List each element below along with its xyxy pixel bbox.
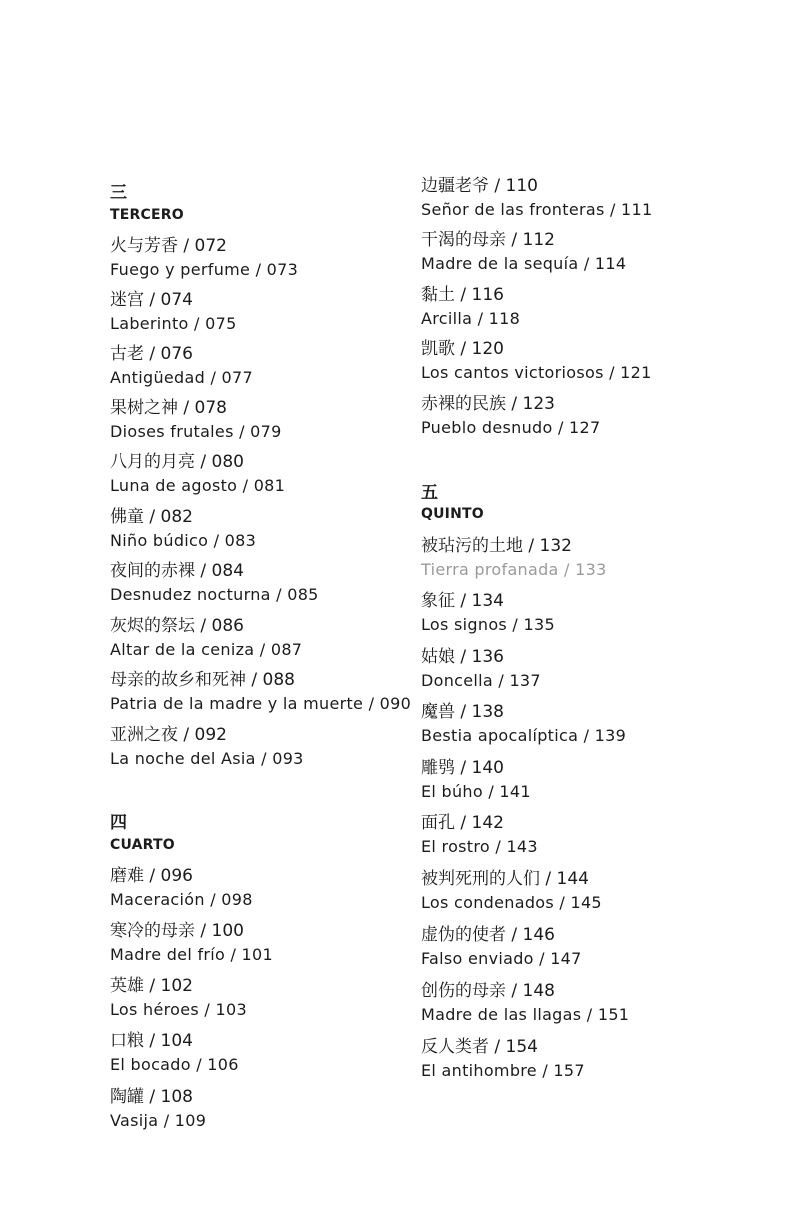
entry-title-spanish: Maceración / 098 — [110, 890, 253, 909]
toc-entry — [421, 1036, 585, 1082]
entry-title-spanish: Niño búdico / 083 — [110, 531, 257, 550]
toc-entry — [421, 646, 541, 692]
entry-title-chinese: 干渴的母亲 / 112 — [421, 230, 555, 250]
entry-title-spanish: La noche del Asia / 093 — [110, 749, 304, 768]
toc-entry — [421, 980, 629, 1026]
toc-entry — [110, 669, 411, 715]
entry-title-chinese: 果树之神 / 078 — [110, 398, 227, 418]
toc-entry — [110, 506, 256, 552]
entry-title-spanish: Los signos / 135 — [421, 615, 555, 634]
entry-title-chinese: 火与芳香 / 072 — [110, 236, 227, 256]
entry-title-spanish: Pueblo desnudo / 127 — [421, 418, 601, 437]
toc-entry — [110, 451, 285, 497]
toc-entry — [110, 1086, 206, 1132]
entry-title-spanish: Señor de las fronteras / 111 — [421, 200, 653, 219]
entry-title-spanish: Luna de agosto / 081 — [110, 476, 286, 495]
toc-entry — [110, 235, 298, 281]
entry-title-chinese: 口粮 / 104 — [110, 1031, 193, 1051]
toc-entry — [421, 284, 520, 330]
entry-title-spanish: Vasija / 109 — [110, 1111, 207, 1130]
entry-title-spanish: Tierra profanada / 133 — [421, 560, 607, 579]
entry-title-spanish: Los cantos victoriosos / 121 — [421, 363, 652, 382]
entry-title-chinese: 凯歌 / 120 — [421, 339, 504, 359]
entry-title-spanish: Desnudez nocturna / 085 — [110, 585, 319, 604]
entry-title-spanish: Antigüedad / 077 — [110, 368, 253, 387]
entry-title-spanish: El búho / 141 — [421, 782, 531, 801]
entry-title-chinese: 佛童 / 082 — [110, 507, 193, 527]
entry-title-chinese: 被玷污的土地 / 132 — [421, 536, 572, 556]
entry-title-chinese: 象征 / 134 — [421, 591, 504, 611]
entry-title-chinese: 赤裸的民族 / 123 — [421, 394, 555, 414]
section-title-quinto: QUINTO — [421, 506, 484, 522]
toc-entry — [110, 724, 304, 770]
entry-title-chinese: 英雄 / 102 — [110, 976, 193, 996]
entry-title-chinese: 被判死刑的人们 / 144 — [421, 869, 589, 889]
entry-title-spanish: Madre de las llagas / 151 — [421, 1005, 630, 1024]
toc-entry — [421, 535, 607, 581]
entry-title-spanish: Bestia apocalíptica / 139 — [421, 726, 627, 745]
entry-title-chinese: 黏土 / 116 — [421, 285, 504, 305]
section-title-cuarto: CUARTO — [110, 837, 175, 853]
entry-title-chinese: 亚洲之夜 / 092 — [110, 725, 227, 745]
entry-title-spanish: Fuego y perfume / 073 — [110, 260, 299, 279]
toc-entry — [110, 343, 253, 389]
section-numeral-cuarto: 四 — [110, 813, 127, 833]
entry-title-spanish: Altar de la ceniza / 087 — [110, 640, 303, 659]
toc-entry — [421, 393, 601, 439]
entry-title-chinese: 灰烬的祭坛 / 086 — [110, 616, 244, 636]
toc-entry — [110, 920, 273, 966]
entry-title-chinese: 魔兽 / 138 — [421, 702, 504, 722]
entry-title-chinese: 虚伪的使者 / 146 — [421, 925, 555, 945]
toc-entry — [421, 229, 626, 275]
toc-entry — [421, 924, 582, 970]
entry-title-spanish: Patria de la madre y la muerte / 090 — [110, 694, 412, 713]
entry-title-spanish: Doncella / 137 — [421, 671, 541, 690]
entry-title-chinese: 夜间的赤裸 / 084 — [110, 561, 244, 581]
toc-entry — [110, 1030, 239, 1076]
toc-entry — [421, 590, 555, 636]
entry-title-chinese: 雕鸮 / 140 — [421, 758, 504, 778]
entry-title-chinese: 陶罐 / 108 — [110, 1087, 193, 1107]
entry-title-chinese: 面孔 / 142 — [421, 813, 504, 833]
entry-title-chinese: 边疆老爷 / 110 — [421, 176, 538, 196]
entry-title-spanish: Madre del frío / 101 — [110, 945, 273, 964]
entry-title-spanish: Los héroes / 103 — [110, 1000, 247, 1019]
toc-entry — [421, 812, 538, 858]
entry-title-chinese: 古老 / 076 — [110, 344, 193, 364]
entry-title-chinese: 姑娘 / 136 — [421, 647, 504, 667]
entry-title-spanish: Laberinto / 075 — [110, 314, 237, 333]
entry-title-spanish: Los condenados / 145 — [421, 893, 602, 912]
toc-entry — [110, 560, 319, 606]
toc-entry — [110, 289, 237, 335]
entry-title-chinese: 八月的月亮 / 080 — [110, 452, 244, 472]
entry-title-spanish: El antihombre / 157 — [421, 1061, 585, 1080]
entry-title-chinese: 迷宫 / 074 — [110, 290, 193, 310]
entry-title-spanish: Falso enviado / 147 — [421, 949, 582, 968]
entry-title-chinese: 寒冷的母亲 / 100 — [110, 921, 244, 941]
toc-entry — [110, 615, 302, 661]
toc-entry — [110, 975, 247, 1021]
entry-title-spanish: Arcilla / 118 — [421, 309, 521, 328]
toc-entry — [110, 397, 282, 443]
toc-entry — [421, 338, 652, 384]
entry-title-chinese: 母亲的故乡和死神 / 088 — [110, 670, 295, 690]
entry-title-chinese: 反人类者 / 154 — [421, 1037, 538, 1057]
section-numeral-quinto: 五 — [421, 483, 438, 503]
toc-entry — [421, 868, 602, 914]
section-title-tercero: TERCERO — [110, 207, 184, 223]
toc-entry — [110, 865, 253, 911]
toc-entry — [421, 701, 626, 747]
entry-title-spanish: El rostro / 143 — [421, 837, 538, 856]
entry-title-chinese: 创伤的母亲 / 148 — [421, 981, 555, 1001]
entry-title-spanish: Dioses frutales / 079 — [110, 422, 282, 441]
toc-entry — [421, 175, 652, 221]
entry-title-chinese: 磨难 / 096 — [110, 866, 193, 886]
toc-entry — [421, 757, 531, 803]
entry-title-spanish: El bocado / 106 — [110, 1055, 239, 1074]
entry-title-spanish: Madre de la sequía / 114 — [421, 254, 627, 273]
section-numeral-tercero: 三 — [110, 183, 127, 203]
